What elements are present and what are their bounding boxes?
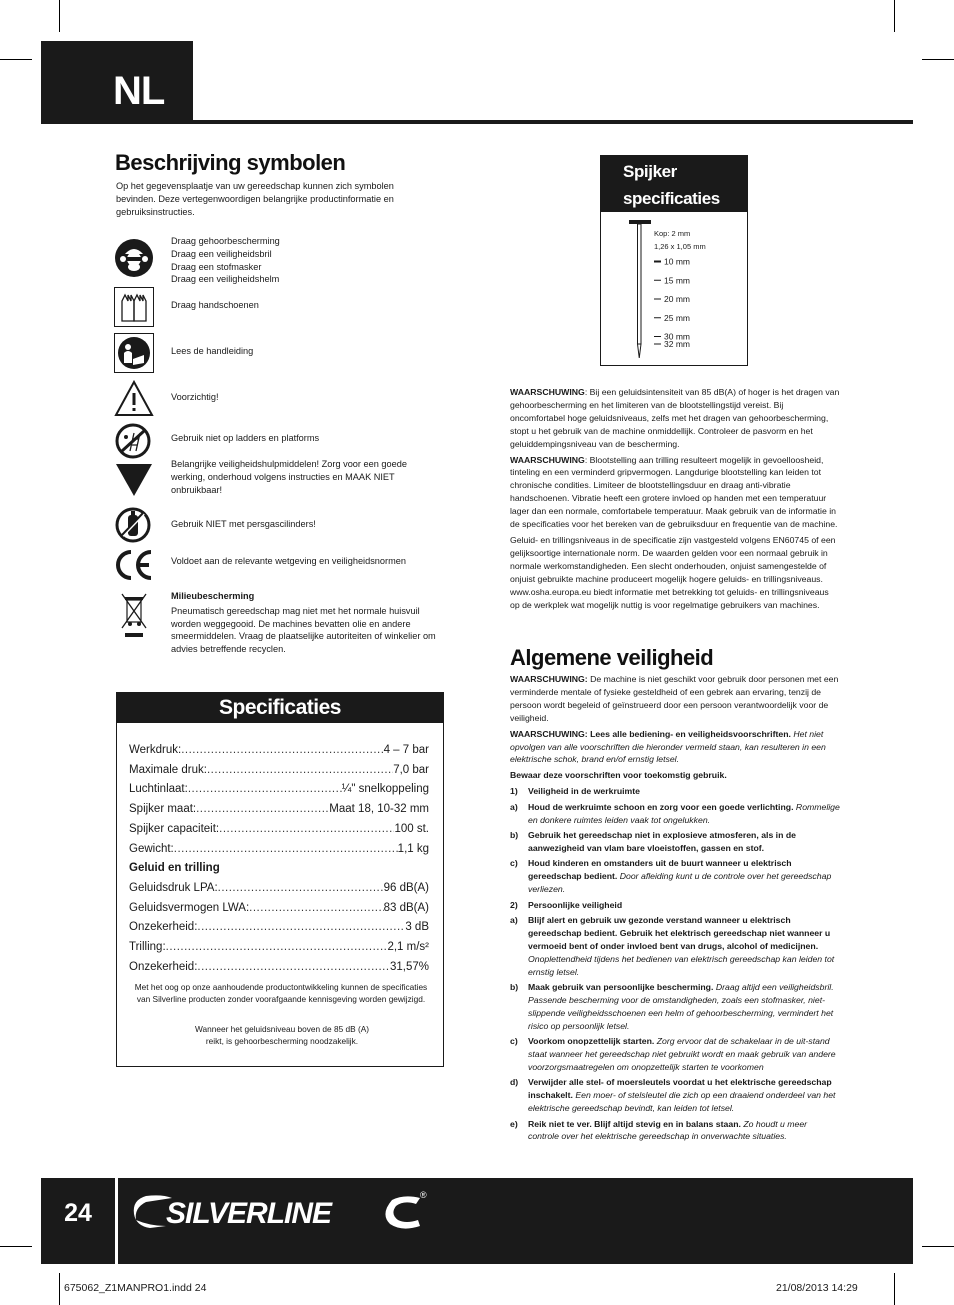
warning-noise: WAARSCHUWING: Bij een geluidsintensiteit van 85 dB(A) of hoger is het dragen van gehoorbescherming en het limiteren van de blootstellingstijd vereist. Bij oncomfortabel hoge geluidsniveaus, zelfs met het dragen van gehoorbescherming, stopt u het gebruik van de machine onmiddellijk. Controleer de pasvorm en het geluiddempingsniveau van de bescherming.	[510, 387, 840, 449]
nail-length-label: 20 mm	[664, 294, 690, 304]
nail-specifications-box	[600, 155, 748, 366]
file-name: 675062_Z1MANPRO1.indd 24	[64, 1282, 207, 1294]
nail-length-label: 30 mm	[664, 331, 690, 342]
symbol-text: Belangrijke veiligheidshulpmiddelen! Zorg voor een goede werking, onderhoud volgens instructies en MAAK NIET onbruikbaar!	[171, 459, 407, 495]
specifications-box	[116, 692, 444, 1067]
symbol-text: Draag handschoenen	[171, 300, 259, 310]
list-text: Houd de werkruimte schoon en zorg voor een goede verlichting. Rommelige en donkere ruimtes leiden vaak tot ongelukken.	[528, 801, 840, 825]
list-marker: e)	[510, 1118, 518, 1129]
list-marker: b)	[510, 829, 519, 840]
header-rule	[41, 120, 913, 124]
crop-mark	[894, 0, 895, 32]
list-text: Persoonlijke veiligheid	[528, 899, 623, 910]
symbol-text: Draag een veiligheidsbril	[171, 248, 272, 259]
print-date: 21/08/2013 14:29	[776, 1282, 858, 1294]
list-text: Blijf alert en gebruik uw gezonde verstand wanneer u elektrisch gereedschap bedient. Gebruik het elektrisch gereedschap niet wanneer u vermoeid bent of onder invloed bent van drugs, alcohol of medicijnen. Onoplettendheid tijdens het bedienen van elektrisch gereedschap kan leiden tot ernstig letsel.	[528, 914, 835, 977]
symbol-row-ce	[114, 545, 454, 581]
safety-list-item	[510, 1076, 840, 1115]
symbol-row-warning	[114, 379, 454, 419]
safety-list-item	[510, 1035, 840, 1074]
safety-title: Algemene veiligheid	[510, 645, 714, 670]
symbol-row-no-gas-cylinder	[114, 505, 454, 543]
list-marker: a)	[510, 801, 518, 812]
nail-length-label: 10 mm	[664, 256, 690, 267]
nail-length-label: 25 mm	[664, 312, 690, 323]
safety-list-item	[510, 801, 840, 827]
symbol-text: Draag gehoorbescherming	[171, 236, 280, 246]
triangle-down-icon	[114, 460, 154, 500]
list-marker: b)	[510, 981, 519, 992]
symbol-text: Gebruik niet op ladders en platforms	[171, 433, 320, 443]
safety-list-item	[510, 981, 840, 1033]
symbol-text: Gebruik NIET met persgascilinders!	[171, 519, 316, 529]
list-marker: c)	[510, 1036, 518, 1047]
crop-mark	[59, 1273, 60, 1305]
nail-size-label: 1,26 x 1,05 mm	[654, 242, 706, 251]
symbol-row-environment	[114, 590, 454, 668]
nail-tip	[638, 344, 642, 358]
nail-diagram	[601, 212, 747, 364]
symbol-text: Pneumatisch gereedschap mag niet met het normale huisvuil worden weggegooid. De machines bevatten olie en andere smeermiddelen. Vraag de plaatselijke autoriteiten of winkelier om advies betreffende recyclen.	[171, 605, 436, 655]
spec-row: Maximale druk: ..... 7,0 bar	[129, 761, 429, 781]
ce-mark-icon	[114, 545, 154, 585]
list-marker: 2)	[510, 899, 518, 910]
warning-vibration: WAARSCHUWING: Blootstelling aan trilling resulteert mogelijk in gevoelloosheid, tinteling en een verminderd gripvermogen. Langdurige blootstelling kan leiden tot chronische condities. Limiteer de blootstellingsduur en draag anti-vibratie handschoenen. Vibratie heeft een grotere invloed op handen met een temperatuur lager dan een normale, comfortabele temperatuur. Maak gebruik van de informatie in de specificaties voor het bereken van de gebruiksduur en frequentie van de machine.	[510, 454, 838, 530]
specifications-list	[129, 741, 429, 977]
nail-head	[629, 220, 651, 224]
crop-mark	[59, 0, 60, 32]
page-number: 24	[64, 1199, 92, 1227]
symbol-row-no-ladder	[114, 421, 454, 457]
safety-warning-1: WAARSCHUWING: De machine is niet geschikt voor gebruik door personen met een verminderde mentale of fysieke gesteldheid of een gebrek aan ervaring, tenzij de persoon wordt begeleid of geïnstrueerd door een persoon verantwoordelijk voor de veiligheid.	[510, 674, 839, 723]
logo-wordmark: SILVERLINE	[166, 1197, 332, 1230]
list-marker: d)	[510, 1077, 519, 1088]
spec-row: Onzekerheid: ..... 3 dB	[129, 918, 429, 938]
safety-warning-2: WAARSCHUWING: Lees alle bediening- en veiligheidsvoorschriften. Het niet opvolgen van alle voorschriften die hieronder vermeld staan, kan resulteren in een elektrische schok, brand en/of ernstig letsel.	[510, 728, 826, 765]
list-marker: 1)	[510, 786, 518, 797]
safety-list-item	[510, 857, 840, 896]
symbols-intro: Op het gegevensplaatje van uw gereedschap kunnen zich symbolen bevinden. Deze vertegenwoordigen belangrijke productinformatie en gebruiksinstructies.	[116, 181, 394, 217]
registered-mark: ®	[420, 1190, 427, 1200]
symbol-text: Lees de handleiding	[171, 346, 254, 356]
spec-note-hearing: Wanneer het geluidsniveau boven de 85 dB (A) reikt, is gehoorbescherming noodzakelijk.	[194, 1024, 370, 1046]
spec-row: Gewicht: ..... 1,1 kg	[129, 840, 429, 860]
safety-keep-instructions: Bewaar deze voorschriften voor toekomstig gebruik.	[510, 770, 727, 781]
safety-list-item	[510, 785, 840, 798]
no-ladder-icon	[114, 421, 154, 461]
crop-mark	[894, 1273, 895, 1305]
warnings-column	[510, 386, 840, 614]
symbols-title: Beschrijving symbolen	[115, 150, 346, 175]
nail-title: Spijker specificaties	[601, 156, 747, 212]
crop-mark	[922, 59, 954, 60]
symbol-row-ppe	[114, 238, 454, 288]
spec-row: Luchtinlaat: ..... ¼" snelkoppeling	[129, 780, 429, 800]
list-marker: c)	[510, 858, 518, 869]
warning-icon	[114, 379, 154, 419]
crop-mark	[0, 1246, 32, 1247]
spec-row: Trilling: ..... 2,1 m/s²	[129, 938, 429, 958]
spec-row: Geluidsdruk LPA: ..... 96 dB(A)	[129, 879, 429, 899]
symbol-text: Voorzichtig!	[171, 392, 219, 402]
noise-vibration-info: Geluid- en trillingsniveaus in de specificatie zijn vastgesteld volgens EN60745 of een gelijksoortige internationale norm. De waarden gelden voor een normaal gebruik in normale werkomstandigheden. Een slecht onderhouden, onjuist samengestelde of onjuist gebruikte machine produceert mogelijk hogere geluids- en trillingsniveaus. www.osha.europa.eu biedt informatie met betrekking tot geluids- en trillingsniveaus op de werkplek wat mogelijk nuttig is voor regelmatige gebruikers van machines.	[510, 534, 836, 610]
spec-row: Werkdruk: ..... 4 – 7 bar	[129, 741, 429, 761]
spec-row: Geluidsvermogen LWA: ..... 83 dB(A)	[129, 899, 429, 919]
spec-subheading: Geluid en trilling	[129, 862, 220, 875]
gloves-icon	[114, 287, 154, 327]
symbol-text: Draag een stofmasker	[171, 261, 262, 272]
weee-bin-icon	[114, 590, 154, 642]
nail-head-label: Kop: 2 mm	[654, 229, 691, 238]
silverline-logo	[132, 1190, 432, 1234]
spec-row: Spijker capaciteit: ..... 100 st.	[129, 820, 429, 840]
list-text: Gebruik het gereedschap niet in explosieve atmosferen, als in de aanwezigheid van vlam bare vloeistoffen, gassen en stof.	[528, 829, 796, 853]
language-badge: NL	[41, 41, 193, 123]
crop-mark	[0, 59, 32, 60]
nail-shank	[638, 224, 642, 344]
nail-length-ticks	[654, 257, 690, 350]
safety-list-item	[510, 829, 840, 855]
safety-list-item	[510, 899, 840, 912]
no-gas-cylinder-icon	[114, 505, 154, 545]
list-text: Voorkom onopzettelijk starten. Zorg ervoor dat de schakelaar in de uit-stand staat wanneer het gereedschap niet gebruikt wordt en maak gebruik van andere voorzorgsmaatregelen om onopzettelijk starten te voorkomen	[528, 1036, 836, 1072]
crop-mark	[922, 1246, 954, 1247]
symbol-text: Voldoet aan de relevante wetgeving en veiligheidsnormen	[171, 556, 406, 566]
ppe-icon	[114, 238, 154, 278]
manual-icon	[114, 333, 154, 373]
list-marker: a)	[510, 914, 518, 925]
list-text: Verwijder alle stel- of moersleutels voordat u het elektrische gereedschap inschakelt. Een moer- of stelsleutel die zich op een draaiend onderdeel van het elektrische gereedschap bevindt, kan leiden tot letsel.	[528, 1077, 836, 1114]
safety-list	[510, 785, 840, 1143]
symbol-row-safety-devices	[114, 460, 454, 502]
list-text: Maak gebruik van persoonlijke bescherming. Draag altijd een veiligheidsbril. Passende bescherming voor de omstandigheden, zoals een stofmasker, niet-slippende veiligheidsschoenen een helm of gehoorbescherming, vermindert het risico op persoonlijk letsel.	[528, 981, 834, 1031]
symbol-row-gloves	[114, 287, 454, 327]
nail-length-label: 32 mm	[664, 339, 690, 349]
list-text: Reik niet te ver. Blijf altijd stevig en in balans staan. Zo houdt u meer controle over het elektrische gereedschap in onverwachte situaties.	[528, 1118, 808, 1142]
safety-list-item	[510, 1118, 840, 1144]
footer-separator	[115, 1178, 118, 1264]
safety-list-item	[510, 914, 840, 979]
list-text: Houd kinderen en omstanders uit de buurt wanneer u elektrisch gereedschap bedient. Door afleiding kunt u de controle over het gereedschap verliezen.	[528, 858, 832, 895]
spec-row: Spijker maat: ..... Maat 18, 10-32 mm	[129, 800, 429, 820]
nail-length-label: 15 mm	[664, 275, 690, 286]
symbol-row-manual	[114, 333, 454, 373]
list-text: Veiligheid in de werkruimte	[528, 786, 641, 797]
symbol-heading: Milieubescherming	[171, 591, 255, 601]
spec-row: Onzekerheid: ..... 31,57%	[129, 958, 429, 978]
safety-column	[510, 673, 840, 1146]
spec-note-changes: Met het oog op onze aanhoudende productontwikkeling kunnen de specificaties van Silverline producten zonder voorafgaande kennisgeving worden gewijzigd.	[134, 982, 428, 1004]
specifications-title: Specificaties	[117, 693, 443, 723]
symbol-text: Draag een veiligheidshelm	[171, 274, 280, 285]
